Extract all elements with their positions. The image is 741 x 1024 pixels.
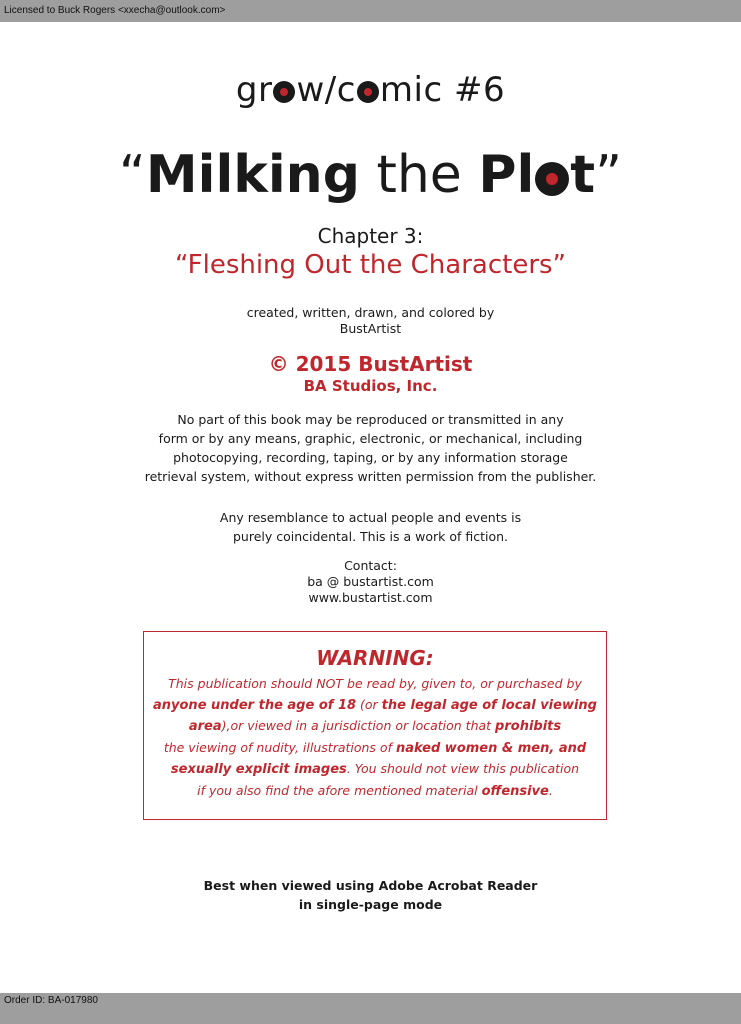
warning-emphasis: prohibits — [495, 719, 562, 734]
warning-text: the viewing of nudity, illustrations of — [163, 739, 396, 755]
title-open-quote: “ — [118, 145, 146, 205]
title-word-plot-a: Pl — [478, 145, 535, 205]
warning-line — [144, 759, 606, 781]
warning-line — [144, 695, 606, 717]
series-text-2: w/c — [296, 70, 356, 110]
series-logo — [0, 70, 741, 110]
viewer-recommendation — [0, 876, 741, 914]
viewer-line: Best when viewed using Adobe Acrobat Reader — [203, 878, 538, 893]
license-bar — [0, 0, 741, 22]
warning-text: This publication should NOT be read by, given to, or purchased by — [168, 676, 582, 691]
warning-text: . You should not view this publication — [346, 761, 580, 776]
viewer-line: in single-page mode — [298, 897, 443, 912]
credits-line: created, written, drawn, and colored by — [246, 305, 495, 320]
logo-o-icon — [357, 81, 379, 103]
warning-body — [144, 674, 606, 802]
series-text-1: gr — [235, 70, 273, 110]
page-title — [0, 145, 741, 205]
chapter-label: Chapter 3: — [317, 224, 424, 248]
warning-emphasis: area — [188, 719, 222, 734]
title-o-icon — [535, 162, 569, 196]
warning-box — [143, 631, 607, 820]
warning-line — [144, 674, 606, 695]
warning-emphasis: anyone under the age of 18 — [153, 697, 357, 713]
warning-emphasis: the legal age of local viewing — [381, 697, 597, 713]
chapter-title: “Fleshing Out the Characters” — [174, 250, 567, 280]
title-close-quote: ” — [595, 145, 623, 205]
contact-email: ba @ bustartist.com — [307, 574, 434, 589]
rights-line: retrieval system, without express written permission from the publisher. — [144, 469, 597, 484]
logo-o-icon — [273, 81, 295, 103]
fiction-notice — [0, 508, 741, 546]
series-text-3: mic #6 — [379, 70, 506, 110]
warning-text: if you also find the afore mentioned material — [197, 782, 482, 798]
rights-notice — [0, 410, 741, 486]
warning-line — [144, 738, 606, 760]
warning-line — [144, 716, 606, 738]
fiction-line: purely coincidental. This is a work of fiction. — [232, 529, 509, 544]
rights-line: form or by any means, graphic, electronic, or mechanical, including — [158, 431, 583, 446]
warning-emphasis: naked women & men, and — [395, 740, 587, 756]
order-id: Order ID: BA-017980 — [4, 995, 98, 1006]
warning-text: (or — [356, 696, 382, 712]
studio-name: BA Studios, Inc. — [303, 377, 438, 395]
warning-text: . — [548, 782, 553, 798]
title-word-the: the — [359, 145, 479, 205]
contact-block — [0, 558, 741, 606]
warning-text: ),or viewed in a jurisdiction or location that — [221, 718, 496, 733]
title-word-milking: Milking — [145, 145, 360, 205]
contact-label: Contact: — [344, 558, 397, 573]
contact-website: www.bustartist.com — [308, 590, 433, 605]
warning-emphasis: sexually explicit images — [170, 762, 347, 777]
copyright-line: © 2015 BustArtist — [268, 352, 473, 376]
warning-line — [144, 781, 606, 803]
title-word-plot-b: t — [570, 145, 596, 205]
rights-line: No part of this book may be reproduced or transmitted in any — [177, 412, 564, 427]
warning-title: WARNING: — [316, 646, 434, 670]
fiction-line: Any resemblance to actual people and events is — [219, 510, 522, 525]
credits — [0, 305, 741, 337]
credits-author: BustArtist — [339, 321, 402, 336]
rights-line: photocopying, recording, taping, or by any information storage — [173, 450, 568, 465]
warning-emphasis: offensive — [481, 783, 549, 799]
order-bar — [0, 993, 741, 1024]
license-text: Licensed to Buck Rogers <xxecha@outlook.com> — [4, 5, 226, 16]
